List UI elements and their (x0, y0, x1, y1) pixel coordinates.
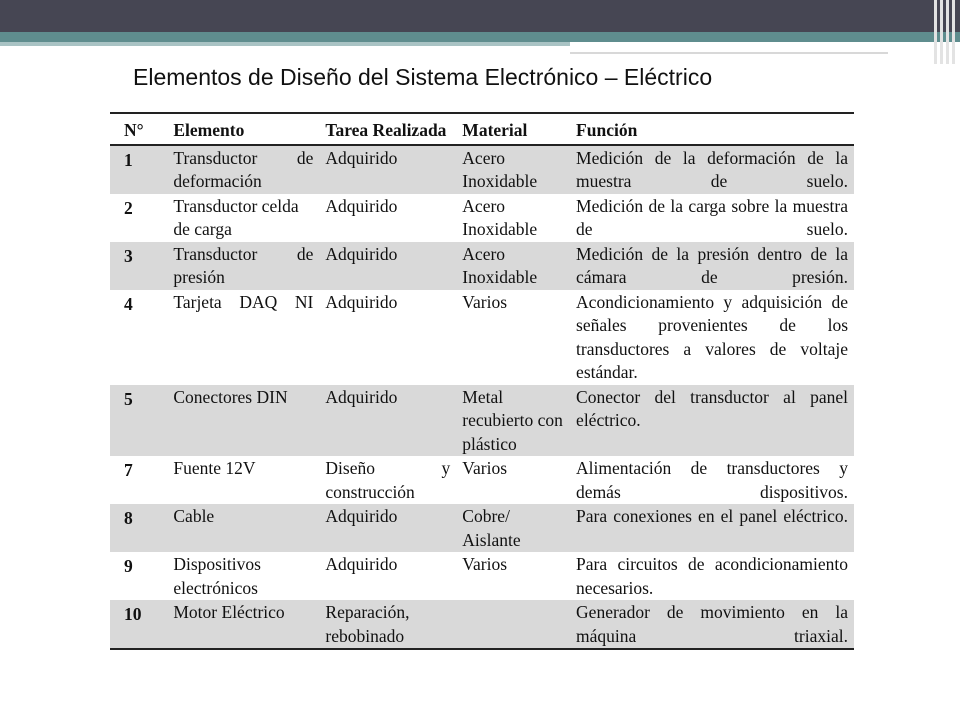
cell-material: Cobre/ Aislante (456, 504, 570, 552)
cell-material: Acero Inoxidable (456, 242, 570, 290)
slide-corner-stripes (930, 0, 960, 64)
cell-number: 9 (124, 556, 133, 576)
table-row (110, 456, 854, 504)
cell-elemento: Transductor de deformación (167, 145, 319, 194)
cell-elemento: Fuente 12V (173, 458, 256, 478)
cell-number: 10 (110, 600, 167, 649)
cell-material (456, 600, 570, 649)
cell-number: 8 (110, 504, 167, 552)
cell-tarea: Adquirido (325, 291, 398, 312)
table-row (110, 242, 854, 290)
elements-table (110, 112, 854, 650)
cell-material: Acero Inoxidable (456, 145, 570, 194)
cell-funcion: Acondicionamiento y adquisición de señales provenientes de los transductores a valores de voltaje estándar. (576, 291, 848, 382)
table-row (110, 145, 854, 194)
cell-tarea: Adquirido (325, 554, 398, 574)
table-row (110, 600, 854, 649)
cell-tarea: Adquirido (319, 242, 456, 290)
header-tarea: Tarea Realizada (319, 113, 456, 145)
cell-funcion: Medición de la carga sobre la muestra de suelo. (576, 195, 848, 239)
cell-elemento: Motor Eléctrico (167, 600, 319, 649)
cell-elemento: Conectores DIN (167, 385, 319, 457)
table-row (110, 194, 854, 242)
cell-funcion: Medición de la presión dentro de la cámara de presión. (570, 242, 854, 290)
cell-funcion: Conector del transductor al panel eléctrico. (570, 385, 854, 457)
cell-material: Varios (462, 291, 508, 312)
cell-tarea: Reparación, rebobinado (319, 600, 456, 649)
slide-title-bar (570, 42, 888, 54)
cell-tarea: Diseño y construcción (325, 458, 451, 502)
cell-material: Acero Inoxidable (462, 195, 538, 239)
header-number: N° (110, 113, 167, 145)
header-material: Material (456, 113, 570, 145)
cell-material: Varios (462, 458, 508, 478)
cell-funcion: Generador de movimiento en la máquina triaxial. (570, 600, 854, 649)
table-row (110, 385, 854, 457)
cell-funcion: Para conexiones en el panel eléctrico. (570, 504, 854, 552)
cell-tarea: Adquirido (319, 385, 456, 457)
slide-title: Elementos de Diseño del Sistema Electrónico – Eléctrico (133, 64, 713, 90)
cell-material: Metal recubierto con plástico (456, 385, 570, 457)
cell-number: 7 (124, 460, 133, 480)
cell-number: 3 (110, 242, 167, 290)
table-row (110, 290, 854, 385)
cell-material: Varios (462, 554, 508, 574)
cell-funcion: Medición de la deformación de la muestra de suelo. (570, 145, 854, 194)
slide-accent-subline (0, 42, 570, 46)
table-row (110, 552, 854, 600)
cell-number: 4 (124, 293, 133, 314)
cell-elemento: Cable (167, 504, 319, 552)
cell-elemento: Transductor de presión (167, 242, 319, 290)
cell-number: 5 (110, 385, 167, 457)
slide-top-band (0, 0, 960, 32)
table-row (110, 504, 854, 552)
cell-tarea: Adquirido (319, 504, 456, 552)
cell-tarea: Adquirido (325, 195, 398, 216)
cell-tarea: Adquirido (319, 145, 456, 194)
header-funcion: Función (570, 113, 854, 145)
cell-number: 1 (110, 145, 167, 194)
table-header-row (110, 113, 854, 145)
slide-accent-line (0, 32, 960, 42)
cell-elemento: Tarjeta DAQ NI (173, 291, 314, 312)
header-elemento: Elemento (167, 113, 319, 145)
cell-funcion: Para circuitos de acondicionamiento necesarios. (576, 554, 848, 598)
cell-funcion: Alimentación de transductores y demás dispositivos. (576, 458, 848, 502)
cell-elemento: Dispositivos electrónicos (173, 554, 261, 598)
cell-elemento: Transductor celda de carga (173, 195, 299, 239)
cell-number: 2 (124, 197, 133, 218)
